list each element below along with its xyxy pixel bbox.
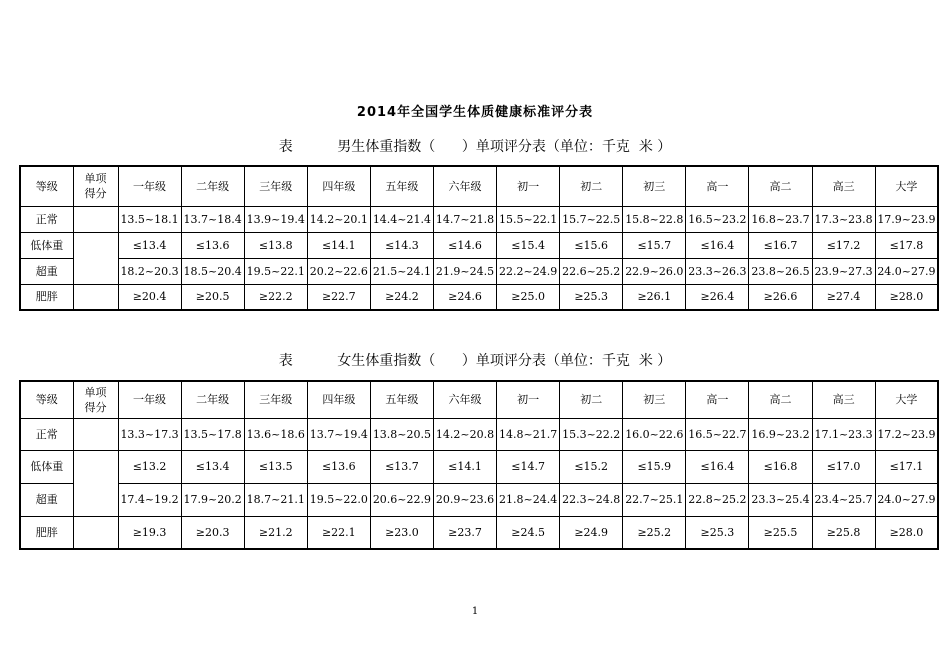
level-label: 低体重 <box>20 450 73 483</box>
value-cell: ≤14.1 <box>307 232 370 258</box>
value-cell: 17.9~20.2 <box>181 483 244 516</box>
page-number: 1 <box>471 606 479 617</box>
value-cell: ≤15.4 <box>497 232 560 258</box>
value-cell: 23.3~26.3 <box>686 258 749 284</box>
value-cell: 17.1~23.3 <box>812 418 875 450</box>
value-cell: 21.5~24.1 <box>370 258 433 284</box>
value-cell: ≥22.7 <box>307 284 370 310</box>
value-cell: 16.0~22.6 <box>623 418 686 450</box>
value-cell: 13.3~17.3 <box>118 418 181 450</box>
value-cell: ≥20.4 <box>118 284 181 310</box>
value-cell: 15.3~22.2 <box>560 418 623 450</box>
score-header: 单项 得分 <box>73 166 118 206</box>
value-cell: ≥25.0 <box>497 284 560 310</box>
grade-header: 大学 <box>875 381 938 418</box>
grade-header: 三年级 <box>244 381 307 418</box>
value-cell: ≤16.7 <box>749 232 812 258</box>
grade-header: 初二 <box>560 381 623 418</box>
value-cell: 18.7~21.1 <box>244 483 307 516</box>
value-cell: 14.4~21.4 <box>370 206 433 232</box>
value-cell: ≥25.2 <box>623 516 686 549</box>
level-header: 等级 <box>20 381 73 418</box>
value-cell: ≤13.7 <box>370 450 433 483</box>
value-cell: ≤13.2 <box>118 450 181 483</box>
value-cell: 22.7~25.1 <box>623 483 686 516</box>
value-cell: ≥19.3 <box>118 516 181 549</box>
score-cell <box>73 284 118 310</box>
value-cell: ≤17.1 <box>875 450 938 483</box>
level-label: 超重 <box>20 483 73 516</box>
grade-header: 高一 <box>686 381 749 418</box>
value-cell: ≤16.8 <box>749 450 812 483</box>
value-cell: 14.2~20.1 <box>307 206 370 232</box>
value-cell: ≥24.6 <box>433 284 496 310</box>
grade-header: 初一 <box>497 166 560 206</box>
value-cell: ≥28.0 <box>875 516 938 549</box>
grade-header: 六年级 <box>433 166 496 206</box>
grade-header: 初三 <box>623 381 686 418</box>
value-cell: ≤16.4 <box>686 232 749 258</box>
table-row <box>20 418 938 450</box>
value-cell: ≥27.4 <box>812 284 875 310</box>
value-cell: 20.9~23.6 <box>433 483 496 516</box>
value-cell: ≤13.6 <box>307 450 370 483</box>
score-cell <box>73 418 118 450</box>
value-cell: 21.8~24.4 <box>497 483 560 516</box>
value-cell: ≥26.1 <box>623 284 686 310</box>
value-cell: 17.3~23.8 <box>812 206 875 232</box>
score-cell <box>73 206 118 232</box>
value-cell: ≤15.2 <box>560 450 623 483</box>
level-label: 低体重 <box>20 232 73 258</box>
grade-header: 高三 <box>812 381 875 418</box>
value-cell: ≥24.9 <box>560 516 623 549</box>
grade-header: 二年级 <box>181 166 244 206</box>
value-cell: 16.5~23.2 <box>686 206 749 232</box>
value-cell: 22.2~24.9 <box>497 258 560 284</box>
value-cell: 16.9~23.2 <box>749 418 812 450</box>
value-cell: ≥21.2 <box>244 516 307 549</box>
value-cell: 24.0~27.9 <box>875 258 938 284</box>
grade-header: 四年级 <box>307 166 370 206</box>
value-cell: ≥24.2 <box>370 284 433 310</box>
score-cell <box>73 232 118 284</box>
value-cell: 22.3~24.8 <box>560 483 623 516</box>
value-cell: 14.8~21.7 <box>497 418 560 450</box>
table-row <box>20 284 938 310</box>
grade-header: 高一 <box>686 166 749 206</box>
value-cell: ≤14.6 <box>433 232 496 258</box>
value-cell: 13.7~19.4 <box>307 418 370 450</box>
value-cell: ≤13.4 <box>181 450 244 483</box>
value-cell: ≤14.7 <box>497 450 560 483</box>
level-header: 等级 <box>20 166 73 206</box>
value-cell: 13.6~18.6 <box>244 418 307 450</box>
grade-header: 初三 <box>623 166 686 206</box>
value-cell: 22.8~25.2 <box>686 483 749 516</box>
value-cell: 17.9~23.9 <box>875 206 938 232</box>
score-cell <box>73 516 118 549</box>
value-cell: 13.5~17.8 <box>181 418 244 450</box>
value-cell: ≤16.4 <box>686 450 749 483</box>
value-cell: ≥25.3 <box>560 284 623 310</box>
value-cell: ≤17.8 <box>875 232 938 258</box>
female-table-caption: 表 女生体重指数（ ）单项评分表（单位：千克 米 ） <box>278 353 672 369</box>
value-cell: 13.8~20.5 <box>370 418 433 450</box>
table-row <box>20 232 938 258</box>
score-header: 单项 得分 <box>73 381 118 418</box>
value-cell: 18.5~20.4 <box>181 258 244 284</box>
value-cell: ≤15.7 <box>623 232 686 258</box>
grade-header: 六年级 <box>433 381 496 418</box>
grade-header: 一年级 <box>118 166 181 206</box>
value-cell: ≤17.2 <box>812 232 875 258</box>
value-cell: 22.9~26.0 <box>623 258 686 284</box>
grade-header: 五年级 <box>370 166 433 206</box>
grade-header: 大学 <box>875 166 938 206</box>
grade-header: 四年级 <box>307 381 370 418</box>
value-cell: ≥25.3 <box>686 516 749 549</box>
value-cell: 13.5~18.1 <box>118 206 181 232</box>
value-cell: ≤13.8 <box>244 232 307 258</box>
male-table-caption: 表 男生体重指数（ ）单项评分表（单位：千克 米 ） <box>278 139 672 155</box>
value-cell: 17.2~23.9 <box>875 418 938 450</box>
value-cell: 14.2~20.8 <box>433 418 496 450</box>
grade-header: 初一 <box>497 381 560 418</box>
value-cell: ≤14.1 <box>433 450 496 483</box>
value-cell: 24.0~27.9 <box>875 483 938 516</box>
value-cell: 15.5~22.1 <box>497 206 560 232</box>
score-cell <box>73 450 118 516</box>
value-cell: 18.2~20.3 <box>118 258 181 284</box>
value-cell: 20.2~22.6 <box>307 258 370 284</box>
value-cell: ≥25.8 <box>812 516 875 549</box>
value-cell: 17.4~19.2 <box>118 483 181 516</box>
grade-header: 高二 <box>749 166 812 206</box>
value-cell: ≥26.6 <box>749 284 812 310</box>
value-cell: 23.3~25.4 <box>749 483 812 516</box>
table-row <box>20 206 938 232</box>
value-cell: 23.4~25.7 <box>812 483 875 516</box>
value-cell: 21.9~24.5 <box>433 258 496 284</box>
grade-header: 高三 <box>812 166 875 206</box>
value-cell: ≥22.1 <box>307 516 370 549</box>
value-cell: ≤13.5 <box>244 450 307 483</box>
table-row <box>20 450 938 483</box>
value-cell: 13.9~19.4 <box>244 206 307 232</box>
level-label: 正常 <box>20 418 73 450</box>
value-cell: 15.7~22.5 <box>560 206 623 232</box>
grade-header: 五年级 <box>370 381 433 418</box>
male-bmi-score-table <box>19 165 939 311</box>
value-cell: ≥28.0 <box>875 284 938 310</box>
value-cell: 15.8~22.8 <box>623 206 686 232</box>
value-cell: ≥24.5 <box>497 516 560 549</box>
value-cell: ≥20.3 <box>181 516 244 549</box>
value-cell: 22.6~25.2 <box>560 258 623 284</box>
value-cell: ≥22.2 <box>244 284 307 310</box>
grade-header: 三年级 <box>244 166 307 206</box>
grade-header: 初二 <box>560 166 623 206</box>
female-bmi-score-table <box>19 380 939 550</box>
value-cell: ≤13.6 <box>181 232 244 258</box>
value-cell: ≥26.4 <box>686 284 749 310</box>
value-cell: 13.7~18.4 <box>181 206 244 232</box>
value-cell: ≤13.4 <box>118 232 181 258</box>
value-cell: ≥20.5 <box>181 284 244 310</box>
grade-header: 高二 <box>749 381 812 418</box>
value-cell: ≤15.9 <box>623 450 686 483</box>
value-cell: 19.5~22.1 <box>244 258 307 284</box>
table-row <box>20 483 938 516</box>
level-label: 超重 <box>20 258 73 284</box>
value-cell: 23.9~27.3 <box>812 258 875 284</box>
value-cell: 16.5~22.7 <box>686 418 749 450</box>
table-row <box>20 258 938 284</box>
header-row <box>20 381 938 418</box>
value-cell: ≥23.7 <box>433 516 496 549</box>
value-cell: 19.5~22.0 <box>307 483 370 516</box>
value-cell: ≤14.3 <box>370 232 433 258</box>
table-row <box>20 516 938 549</box>
grade-header: 一年级 <box>118 381 181 418</box>
header-row <box>20 166 938 206</box>
value-cell: ≥23.0 <box>370 516 433 549</box>
level-label: 肥胖 <box>20 284 73 310</box>
level-label: 肥胖 <box>20 516 73 549</box>
page-title: 2014年全国学生体质健康标准评分表 <box>356 105 594 120</box>
level-label: 正常 <box>20 206 73 232</box>
value-cell: ≤17.0 <box>812 450 875 483</box>
value-cell: 16.8~23.7 <box>749 206 812 232</box>
value-cell: 23.8~26.5 <box>749 258 812 284</box>
value-cell: 20.6~22.9 <box>370 483 433 516</box>
grade-header: 二年级 <box>181 381 244 418</box>
value-cell: ≥25.5 <box>749 516 812 549</box>
value-cell: 14.7~21.8 <box>433 206 496 232</box>
value-cell: ≤15.6 <box>560 232 623 258</box>
